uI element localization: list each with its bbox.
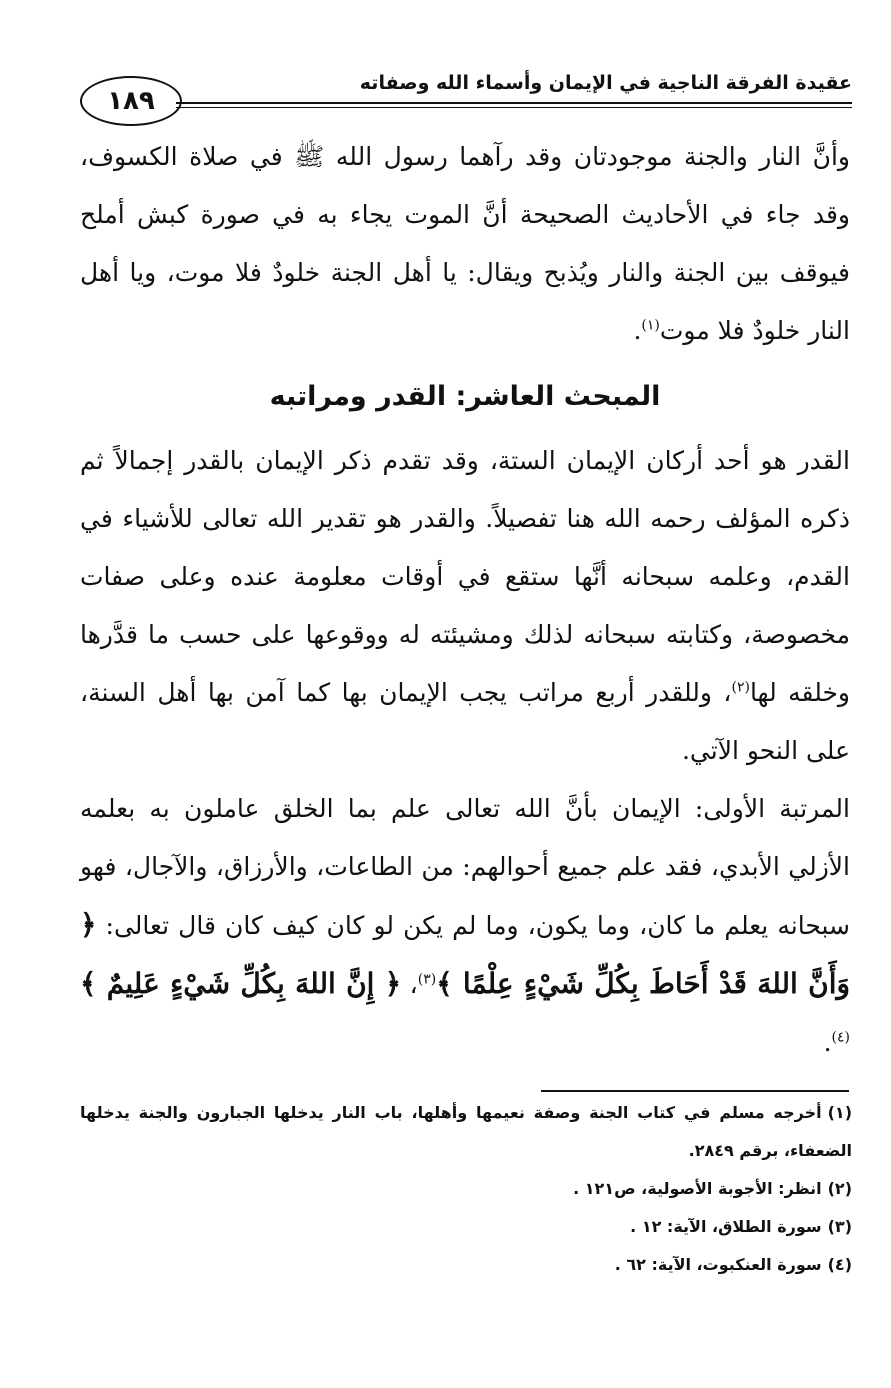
paragraph-intro-text: وأنَّ النار والجنة موجودتان وقد رآهما رسول الله ﷺ في صلاة الكسوف، وقد جاء في الأحاديث الصحيحة أنَّ الموت يجاء به في صورة كبش أملح فيوقف بين الجنة والنار ويُذبح ويقال: يا أهل الجنة خلودٌ فلا موت، ويا أهل النار خلودٌ فلا موت <box>80 142 850 345</box>
verse-separator: ، <box>401 970 418 999</box>
paragraph-intro-end: . <box>633 316 642 345</box>
footnote-ref-2[interactable]: (٢) <box>731 679 750 696</box>
header-rule <box>176 102 852 108</box>
footnote-ref-3[interactable]: (٣) <box>417 971 437 988</box>
footnote-text: سورة الطلاق، الآية: ١٢ . <box>630 1217 822 1236</box>
footnote-1 <box>80 1094 852 1170</box>
quran-verse-2: ﴿ إِنَّ اللهَ بِكُلِّ شَيْءٍ عَلِيمٌ ﴾ <box>80 967 402 1000</box>
footnote-text: سورة العنكبوت، الآية: ٦٢ . <box>614 1255 822 1274</box>
paragraph-first-rank <box>80 780 850 1072</box>
footnote-text: أخرجه مسلم في كتاب الجنة وصفة نعيمها وأهلها، باب النار يدخلها الجبارون والجنة يدخلها الضعفاء، برقم ٢٨٤٩. <box>80 1103 852 1160</box>
paragraph-first-rank-text: المرتبة الأولى: الإيمان بأنَّ الله تعالى علم بما الخلق عاملون به بعلمه الأزلي الأبدي، فقد علم جميع أحوالهم: من الطاعات، والأرزاق، والآجال، فهو سبحانه يعلم ما كان، وما يكون، وما لم يكن لو كان كيف كان قال تعالى: <box>80 794 850 940</box>
footnote-text: انظر: الأجوبة الأصولية، ص١٢١ . <box>573 1179 822 1198</box>
footnote-number: (٤) <box>827 1255 852 1274</box>
running-header <box>80 62 852 128</box>
footnote-separator <box>541 1090 849 1092</box>
quran-verse-1: ﴿ وَأَنَّ اللهَ قَدْ أَحَاطَ بِكُلِّ شَيْءٍ عِلْمًا ﴾ <box>80 908 850 1000</box>
footnote-ref-1[interactable]: (١) <box>641 317 660 334</box>
paragraph-intro <box>80 128 850 360</box>
section-heading: المبحث العاشر: القدر ومراتبه <box>269 381 661 412</box>
footnote-number: (٣) <box>827 1217 852 1236</box>
footnote-4 <box>80 1246 852 1284</box>
footnote-2 <box>80 1170 852 1208</box>
page-number: ١٨٩ <box>80 76 182 126</box>
footnote-number: (٢) <box>827 1179 852 1198</box>
footnotes <box>80 1094 852 1284</box>
header-title: عقيدة الفرقة الناجية في الإيمان وأسماء الله وصفاته <box>359 72 852 94</box>
paragraph-qadar-text-1: القدر هو أحد أركان الإيمان الستة، وقد تقدم ذكر الإيمان بالقدر إجمالاً ثم ذكره المؤلف رحمه الله هنا تفصيلاً. والقدر هو تقدير الله تعالى للأشياء في القدم، وعلمه سبحانه أنَّها ستقع في أوقات معلومة عنده وعلى صفات مخصوصة، وكتابته سبحانه لذلك ومشيئته له ووقوعها على حسب ما قدَّرها وخلقه لها <box>80 446 850 707</box>
footnote-3 <box>80 1208 852 1246</box>
paragraph-qadar-text-2: ، وللقدر أربع مراتب يجب الإيمان بها كما آمن بها أهل السنة، على النحو الآتي. <box>80 678 850 765</box>
footnote-ref-4[interactable]: (٤) <box>831 1029 850 1046</box>
paragraph-first-rank-end: . <box>823 1028 832 1057</box>
paragraph-qadar <box>80 432 850 780</box>
footnote-number: (١) <box>827 1103 852 1122</box>
